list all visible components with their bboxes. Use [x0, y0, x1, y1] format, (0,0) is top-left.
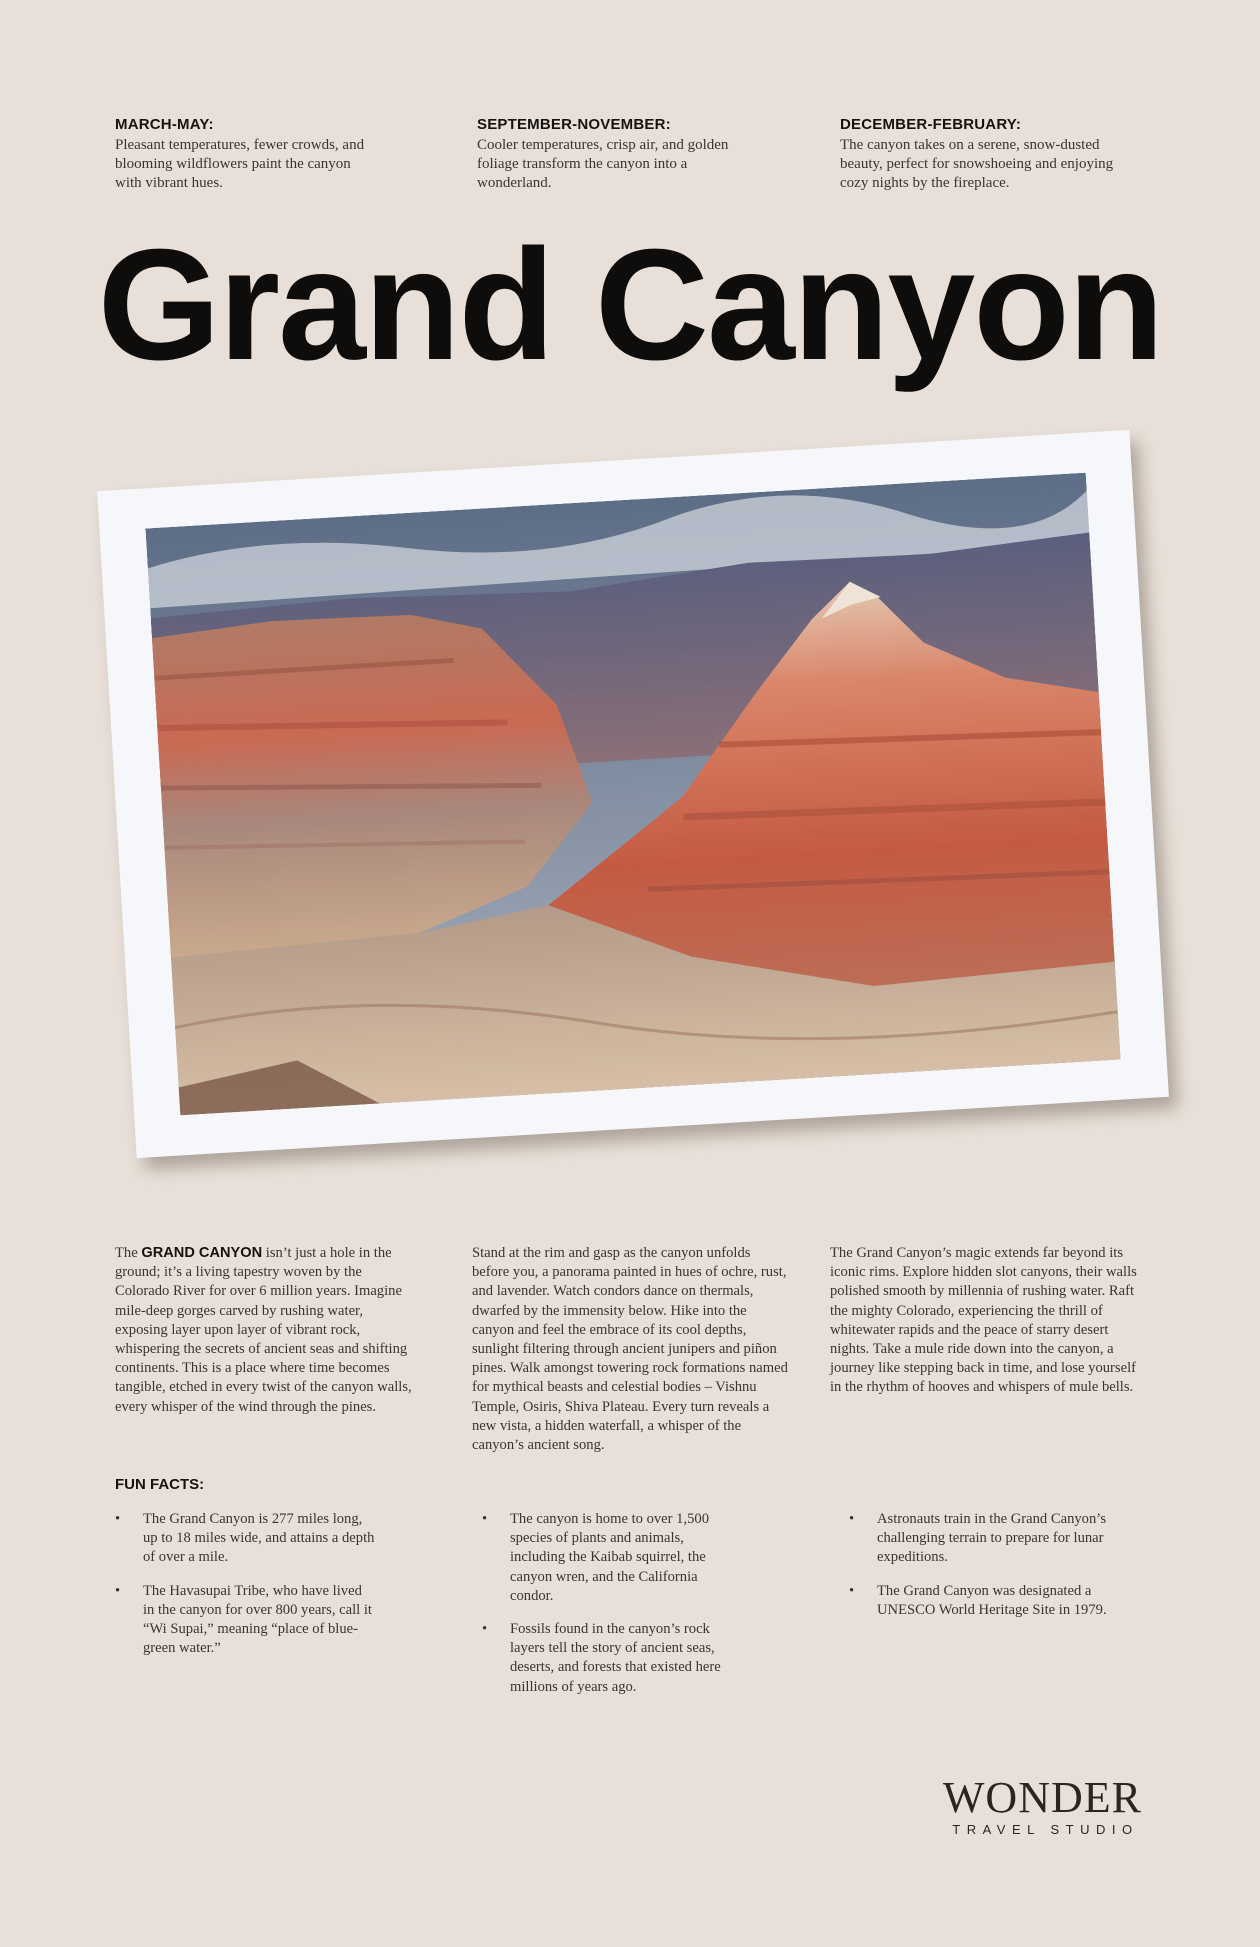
- fact-text: The Grand Canyon was designated a UNESCO World Heritage Site in 1979.: [877, 1582, 1107, 1618]
- fact-text: Fossils found in the canyon’s rock layers tell the story of ancient seas, deserts, and forests that existed here millions of years ago.: [510, 1621, 721, 1695]
- fact-text: The Havasupai Tribe, who have lived in the canyon for over 800 years, call it “Wi Supai,” meaning “place of blue-green water.”: [143, 1582, 372, 1657]
- fact-item: [482, 1620, 742, 1697]
- season-autumn: [477, 116, 737, 193]
- canyon-illustration: [145, 473, 1120, 1116]
- intro-column-2: Stand at the rim and gasp as the canyon unfolds before you, a panorama painted in hues of ochre, rust, and lavender. Watch condors dance on thermals, dwarfed by the immensity below. Hike into the canyon and feel the embrace of its cool depths, sunlight filtering through ancient junipers and piñon pines. Walk amongst towering rock formations named for mythical beasts and celestial bodies – Vishnu Temple, Osiris, Shiva Plateau. Every turn reveals a new vista, a hidden waterfall, a whisper of the canyon’s ancient song.: [472, 1245, 788, 1454]
- bullet: •: [849, 1582, 855, 1599]
- season-body: The canyon takes on a serene, snow-dusted beauty, perfect for snowshoeing and enjoying cozy nights by the fireplace.: [840, 137, 1114, 191]
- season-spring: [115, 116, 375, 193]
- fact-text: The Grand Canyon is 277 miles long, up to 18 miles wide, and attains a depth of over a mile.: [143, 1511, 375, 1566]
- bullet: •: [115, 1582, 121, 1599]
- intro-text: isn’t just a hole in the ground; it’s a living tapestry woven by the Colorado River for over 6 million years. Imagine mile-deep gorges carved by rushing water, exposing layer upon layer of vibrant rock, whispering the secrets of ancient seas and shifting continents. This is a place where time becomes tangible, etched in every twist of the canyon walls, every whisper of the wind through the pines.: [115, 1245, 412, 1415]
- bullet: •: [482, 1511, 488, 1527]
- brand-logo: [942, 1773, 1142, 1837]
- logo-tagline: TRAVEL STUDIO: [952, 1822, 1139, 1837]
- season-winter: [840, 116, 1140, 193]
- bullet: •: [849, 1511, 855, 1527]
- bullet: •: [115, 1511, 121, 1527]
- fact-text: Astronauts train in the Grand Canyon’s challenging terrain to prepare for lunar expeditions.: [877, 1511, 1107, 1566]
- logo-wordmark: WONDER: [942, 1773, 1142, 1822]
- intro-column-3: The Grand Canyon’s magic extends far beyond its iconic rims. Explore hidden slot canyons, their walls polished smooth by millennia of rushing water. Raft the mighty Colorado, experiencing the thrill of whitewater rapids and the peace of starry desert nights. Take a mule ride down into the canyon, a journey like stepping back in time, and lose yourself in the rhythm of hooves and whispers of mule bells.: [830, 1245, 1137, 1396]
- page-title: Grand Canyon: [97, 217, 1163, 393]
- season-title: SEPTEMBER-NOVEMBER:: [477, 116, 671, 133]
- fun-facts-title: FUN FACTS:: [115, 1476, 205, 1493]
- season-title: MARCH-MAY:: [115, 116, 214, 133]
- fact-item: [482, 1510, 742, 1606]
- photo-frame: [97, 430, 1169, 1158]
- fun-facts-column-1: [115, 1510, 375, 1672]
- fact-item: [849, 1582, 1139, 1620]
- season-body: Pleasant temperatures, fewer crowds, and blooming wildflowers paint the canyon with vibrant hues.: [115, 137, 365, 191]
- fact-text: The canyon is home to over 1,500 species of plants and animals, including the Kaibab squirrel, the canyon wren, and the California condor.: [510, 1511, 709, 1604]
- fact-item: [115, 1582, 375, 1659]
- intro-highlight: GRAND CANYON: [141, 1245, 263, 1261]
- bullet: •: [482, 1621, 488, 1638]
- canyon-photo: [145, 473, 1120, 1116]
- season-body: Cooler temperatures, crisp air, and golden foliage transform the canyon into a wonderland.: [477, 137, 729, 191]
- fact-item: [849, 1510, 1139, 1568]
- fun-facts-column-2: [482, 1510, 742, 1711]
- intro-column-1: [115, 1244, 419, 1417]
- fun-facts-column-3: [849, 1510, 1139, 1634]
- fact-item: [115, 1510, 375, 1568]
- intro-lead: The: [115, 1245, 142, 1261]
- season-title: DECEMBER-FEBRUARY:: [840, 116, 1022, 133]
